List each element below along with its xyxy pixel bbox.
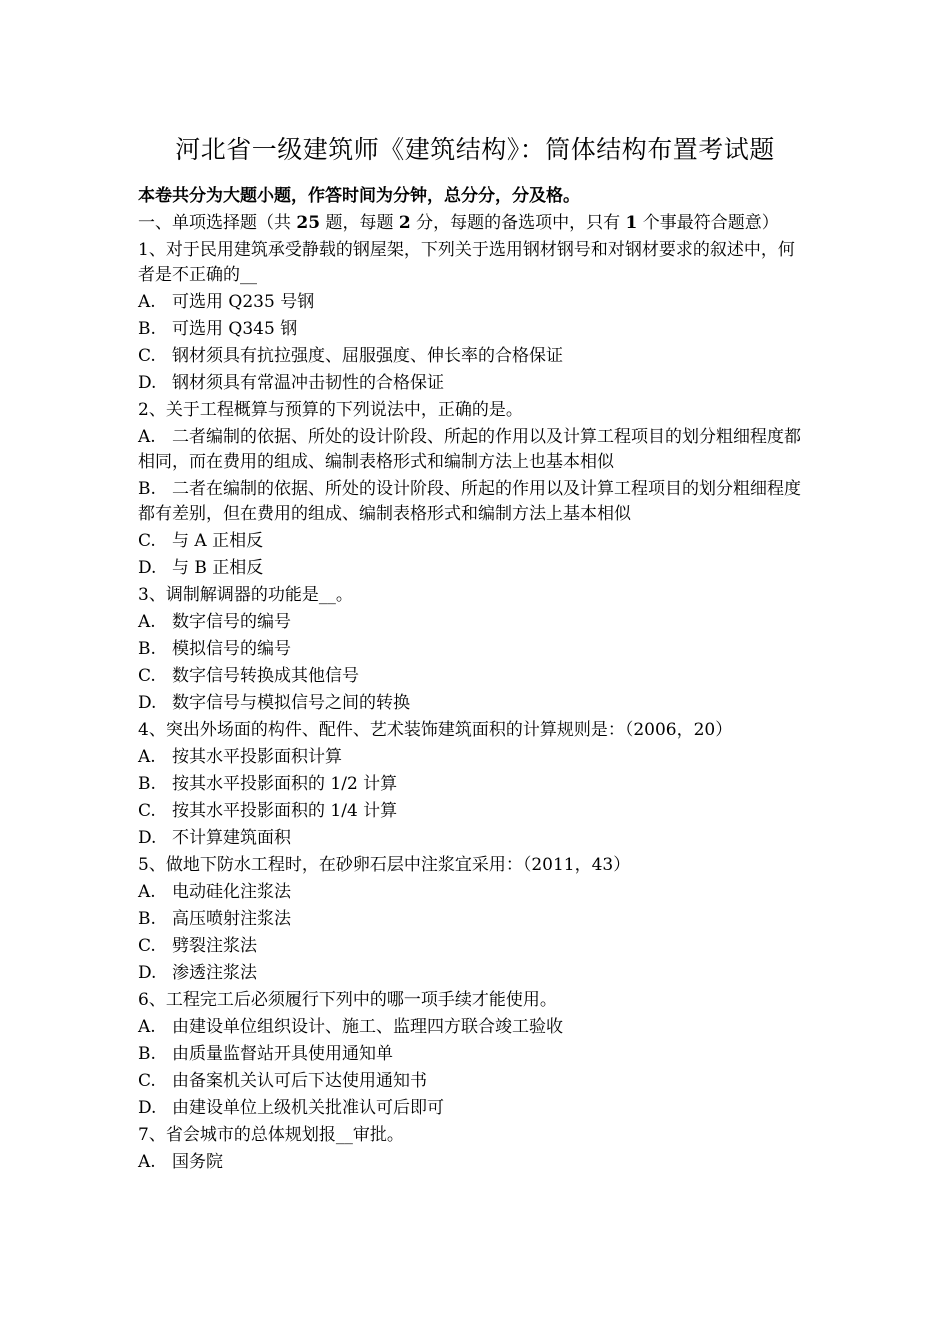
option-letter: B. [138,909,156,929]
exam-intro: 本卷共分为大题小题，作答时间为分钟，总分分，分及格。 [138,186,580,206]
option-text: 可选用 Q345 钢 [172,319,298,339]
option-b [138,772,810,797]
question-5 [138,853,810,986]
section-text-3: 分，每题的备选项中，只有 [410,213,626,233]
option-a [138,745,810,770]
question-stem: 4、突出外场面的构件、配件、艺术装饰建筑面积的计算规则是：（2006，20） [138,720,733,740]
option-d [138,1096,810,1121]
option-letter: A. [138,882,156,902]
document-body [138,184,810,1177]
option-letter: C. [138,801,156,821]
option-text: 由建设单位组织设计、施工、监理四方联合竣工验收 [172,1017,563,1037]
option-c [138,344,810,369]
option-letter: C. [138,531,156,551]
option-b [138,317,810,342]
option-text: 数字信号的编号 [172,612,291,632]
option-c [138,799,810,824]
option-text: 高压喷射注浆法 [172,909,291,929]
option-text: 劈裂注浆法 [172,936,257,956]
option-letter: A. [138,612,156,632]
option-a [138,610,810,635]
option-letter: A. [138,747,156,767]
option-text: 可选用 Q235 号钢 [172,292,315,312]
question-stem: 3、调制解调器的功能是__。 [138,585,353,605]
option-text: 不计算建筑面积 [172,828,291,848]
option-letter: D. [138,963,157,983]
option-letter: A. [138,1017,156,1037]
option-text: 钢材须具有抗拉强度、屈服强度、伸长率的合格保证 [172,346,563,366]
question-4 [138,718,810,851]
option-d [138,371,810,396]
section-heading [138,211,810,236]
question-1 [138,238,810,396]
option-text: 渗透注浆法 [172,963,257,983]
option-d [138,556,810,581]
option-letter: D. [138,1098,157,1118]
option-letter: B. [138,774,156,794]
option-letter: D. [138,828,157,848]
section-text-2: 题，每题 [320,213,399,233]
option-d [138,826,810,851]
option-text: 模拟信号的编号 [172,639,291,659]
question-7 [138,1123,810,1175]
option-letter: A. [138,427,156,447]
question-stem: 5、做地下防水工程时，在砂卵石层中注浆宜采用：（2011，43） [138,855,631,875]
option-letter: A. [138,1152,156,1172]
option-text: 按其水平投影面积计算 [172,747,342,767]
question-stem: 7、省会城市的总体规划报__审批。 [138,1125,404,1145]
question-stem: 6、工程完工后必须履行下列中的哪一项手续才能使用。 [138,990,557,1010]
question-3 [138,583,810,716]
option-a [138,425,810,475]
option-text: 由质量监督站开具使用通知单 [172,1044,393,1064]
option-text: 国务院 [172,1152,223,1172]
section-one: 1 [625,213,638,233]
option-text: 二者在编制的依据、所处的设计阶段、所起的作用以及计算工程项目的划分粗细程度都有差别，但在费用的组成、编制表格形式和编制方法上基本相似 [138,479,801,524]
section-text-1: 一、单项选择题（共 [138,213,297,233]
option-letter: B. [138,1044,156,1064]
question-stem: 1、对于民用建筑承受静载的钢屋架，下列关于选用钢材钢号和对钢材要求的叙述中，何者是不正确的__ [138,240,795,285]
option-text: 电动硅化注浆法 [172,882,291,902]
option-c [138,934,810,959]
section-text-4: 个事最符合题意） [637,213,779,233]
option-a [138,290,810,315]
option-letter: C. [138,936,156,956]
question-stem: 2、关于工程概算与预算的下列说法中，正确的是。 [138,400,523,420]
section-points: 2 [398,213,411,233]
option-c [138,664,810,689]
section-count: 25 [296,213,321,233]
option-b [138,477,810,527]
question-6 [138,988,810,1121]
option-letter: D. [138,693,157,713]
option-a [138,1015,810,1040]
option-d [138,691,810,716]
option-text: 按其水平投影面积的 1/4 计算 [172,801,398,821]
option-text: 由建设单位上级机关批准认可后即可 [172,1098,444,1118]
option-b [138,1042,810,1067]
option-letter: B. [138,319,156,339]
option-text: 与 B 正相反 [172,558,264,578]
option-text: 按其水平投影面积的 1/2 计算 [172,774,398,794]
page-title: 河北省一级建筑师《建筑结构》：筒体结构布置考试题 [175,135,775,164]
option-d [138,961,810,986]
option-c [138,1069,810,1094]
option-text: 数字信号转换成其他信号 [172,666,359,686]
option-text: 由备案机关认可后下达使用通知书 [172,1071,427,1091]
option-a [138,880,810,905]
option-c [138,529,810,554]
option-b [138,907,810,932]
option-letter: D. [138,558,157,578]
option-letter: B. [138,479,156,499]
option-text: 钢材须具有常温冲击韧性的合格保证 [172,373,444,393]
option-text: 二者编制的依据、所处的设计阶段、所起的作用以及计算工程项目的划分粗细程度都相同，而在费用的组成、编制表格形式和编制方法上也基本相似 [138,427,801,472]
option-letter: C. [138,346,156,366]
option-letter: A. [138,292,156,312]
option-letter: C. [138,666,156,686]
option-text: 数字信号与模拟信号之间的转换 [172,693,410,713]
option-text: 与 A 正相反 [172,531,264,551]
question-2 [138,398,810,581]
option-letter: B. [138,639,156,659]
option-letter: C. [138,1071,156,1091]
option-a [138,1150,810,1175]
option-letter: D. [138,373,157,393]
option-b [138,637,810,662]
